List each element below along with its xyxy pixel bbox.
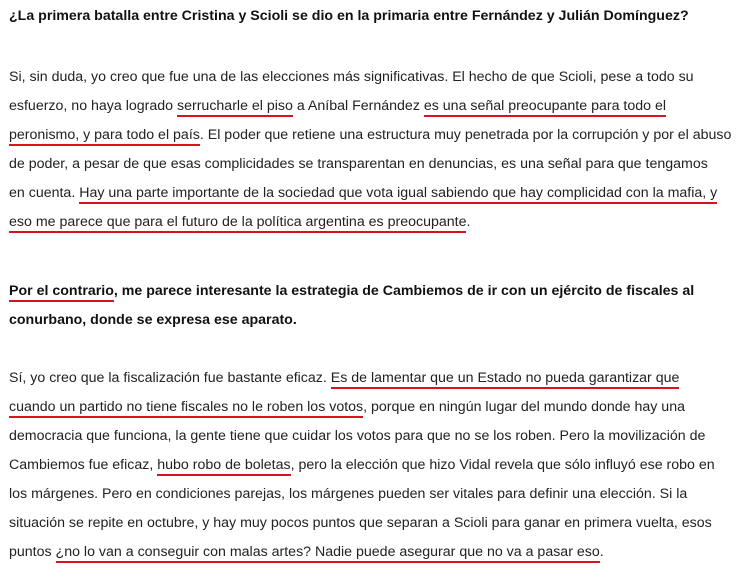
underlined-highlight: serrucharle el piso <box>177 98 293 117</box>
answer-paragraph <box>9 370 749 573</box>
question-paragraph <box>9 8 749 37</box>
text-segment: esfuerzo, no haya logrado <box>9 98 177 114</box>
text-segment: , porque en ningún lugar del mundo donde hay una <box>363 399 685 415</box>
text-line <box>9 185 717 201</box>
text-line <box>9 69 694 85</box>
underlined-highlight: es una señal preocupante para todo el <box>424 98 666 117</box>
underlined-highlight: peronismo, y para todo el país <box>9 127 200 146</box>
text-segment: Sí, yo creo que la fiscalización fue bastante eficaz. <box>9 370 331 386</box>
text-line <box>9 544 604 560</box>
underlined-highlight: Hay una parte importante de la sociedad que vota igual sabiendo que hay complicidad con la mafia, y <box>79 185 717 204</box>
text-segment: democracia que funciona, la gente tiene que cuidar los votos para que no se los roben. Pero la movilización de <box>9 428 706 444</box>
text-segment: conurbano, donde se expresa ese aparato. <box>9 312 297 328</box>
text-segment: en cuenta. <box>9 185 80 201</box>
question-paragraph <box>9 283 749 341</box>
text-segment: . <box>599 544 604 560</box>
text-line <box>9 399 685 415</box>
text-segment: situación se repite en octubre, y hay muy pocos puntos que separan a Scioli para ganar en primera vuelta, esos <box>9 515 712 531</box>
underlined-highlight: Por el contrario <box>9 283 114 302</box>
text-segment: Cambiemos fue eficaz, <box>9 457 158 473</box>
text-line <box>9 283 694 299</box>
text-line <box>9 214 470 230</box>
text-segment: Si, sin duda, yo creo que fue una de las elecciones más significativas. El hecho de que Scioli, pese a todo su <box>9 69 694 85</box>
text-segment: los márgenes. Pero en condiciones parejas, los márgenes pueden ser vitales para definir una elección. Si la <box>9 486 688 502</box>
text-line <box>9 156 708 172</box>
text-segment: , pero la elección que hizo Vidal revela que sólo influyó ese robo en <box>290 457 715 473</box>
text-line <box>9 428 705 444</box>
text-segment: . El poder que retiene una estructura muy penetrada por la corrupción y por el abuso <box>199 127 732 143</box>
text-line <box>9 127 731 143</box>
text-line <box>9 515 712 531</box>
text-segment: ¿La primera batalla entre Cristina y Scioli se dio en la primaria entre Fernández y Julián Domínguez? <box>9 8 689 24</box>
text-line <box>9 312 297 328</box>
text-segment: de poder, a pesar de que esas complicidades se transparentan en denuncias, es una señal para que tengamos <box>9 156 708 172</box>
text-line <box>9 370 679 386</box>
text-line <box>9 8 689 24</box>
text-line <box>9 98 666 114</box>
text-segment: a Aníbal Fernández <box>292 98 424 114</box>
text-line <box>9 457 715 473</box>
underlined-highlight: Es de lamentar que un Estado no pueda garantizar que <box>331 370 680 389</box>
underlined-highlight: cuando un partido no tiene fiscales no le roben los votos <box>9 399 363 418</box>
underlined-highlight: hubo robo de boletas <box>157 457 290 476</box>
text-segment: puntos <box>9 544 56 560</box>
underlined-highlight: ¿no lo van a conseguir con malas artes? Nadie puede asegurar que no va a pasar eso <box>56 544 600 563</box>
text-line <box>9 486 687 502</box>
answer-paragraph <box>9 69 749 243</box>
underlined-highlight: eso me parece que para el futuro de la política argentina es preocupante <box>9 214 466 233</box>
text-segment: . <box>466 214 471 230</box>
text-segment: , me parece interesante la estrategia de Cambiemos de ir con un ejército de fiscales al <box>113 283 695 299</box>
